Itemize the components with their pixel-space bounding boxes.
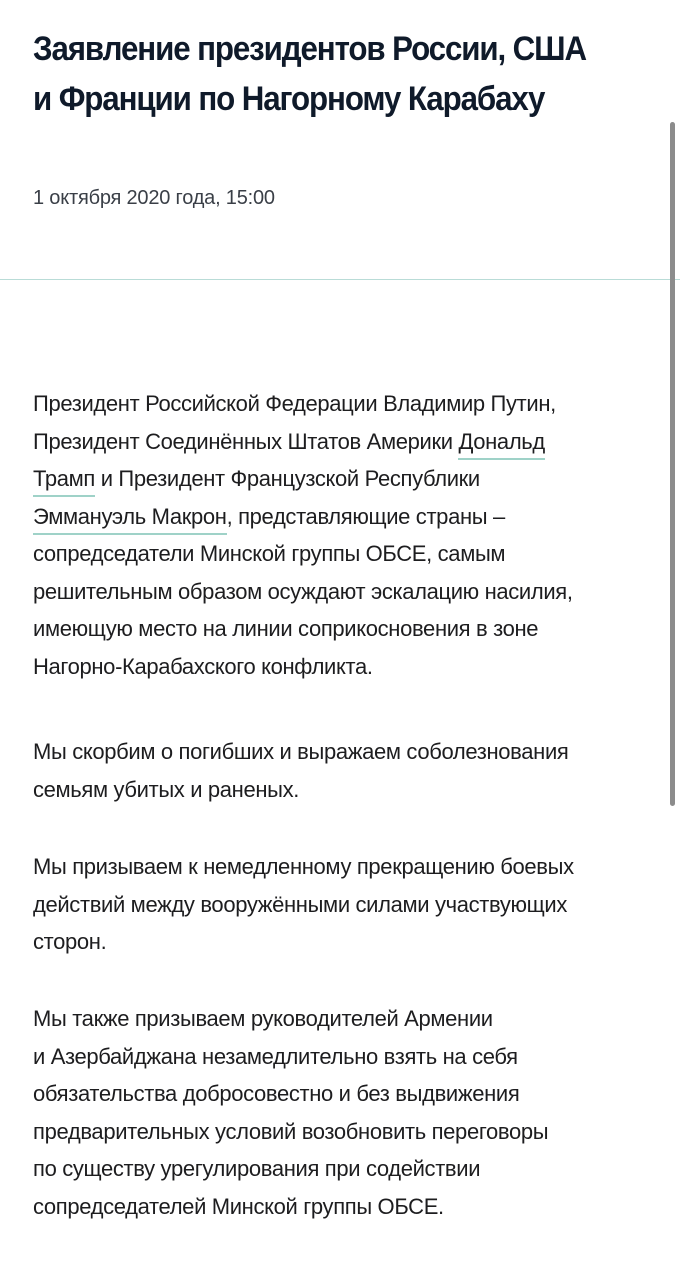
paragraph-1-line-1: Президент Российской Федерации Владимир Путин, xyxy=(33,391,556,416)
paragraph-2 xyxy=(33,733,568,808)
paragraph-1-line-2-text: Президент Соединённых Штатов Америки xyxy=(33,428,459,454)
paragraph-3-line-2: действий между вооружёнными силами участвующих xyxy=(33,891,567,917)
paragraph-4-line-1: Мы также призываем руководителей Армении xyxy=(33,1006,493,1031)
paragraph-2-line-1: Мы скорбим о погибших и выражаем соболезнования xyxy=(33,739,569,764)
link-macron[interactable]: Эммануэль Макрон xyxy=(33,504,227,535)
paragraph-3 xyxy=(33,848,574,961)
title-line-1: Заявление президентов России, США xyxy=(33,30,586,68)
link-trump-part-2[interactable]: Трамп xyxy=(33,466,95,497)
paragraph-4-line-3: обязательства добросовестно и без выдвижения xyxy=(33,1081,520,1106)
link-trump-part-1[interactable]: Дональд xyxy=(458,429,544,460)
paragraph-4-line-6: сопредседателей Минской группы ОБСЕ. xyxy=(33,1193,444,1219)
paragraph-1 xyxy=(33,385,573,685)
article-header xyxy=(0,0,680,280)
paragraph-1-line-4-text: , представляющие страны – xyxy=(226,503,505,529)
paragraph-1-line-3-text: и Президент Французской Республики xyxy=(94,466,480,491)
paragraph-1-line-6: решительным образом осуждают эскалацию насилия, xyxy=(33,578,573,604)
paragraph-1-line-8: Нагорно-Карабахского конфликта. xyxy=(33,653,373,679)
scrollbar-thumb[interactable] xyxy=(670,122,675,806)
paragraph-4-line-5: по существу урегулирования при содействии xyxy=(33,1156,481,1181)
paragraph-3-line-1: Мы призываем к немедленному прекращению боевых xyxy=(33,854,574,879)
paragraph-1-line-7: имеющую место на линии соприкосновения в зоне xyxy=(33,616,539,641)
publication-date: 1 октября 2020 года, 15:00 xyxy=(33,187,275,209)
page-title xyxy=(33,24,603,124)
paragraph-2-line-2: семьям убитых и раненых. xyxy=(33,776,300,802)
title-line-2: и Франции по Нагорному Карабаху xyxy=(33,80,545,118)
paragraph-1-line-5: сопредседатели Минской группы ОБСЕ, самым xyxy=(33,541,506,566)
paragraph-4-line-2: и Азербайджана незамедлительно взять на себя xyxy=(33,1043,518,1069)
paragraph-4 xyxy=(33,1000,548,1225)
paragraph-4-line-4: предварительных условий возобновить переговоры xyxy=(33,1118,549,1144)
paragraph-3-line-3: сторон. xyxy=(33,929,107,954)
header-divider xyxy=(0,279,680,280)
